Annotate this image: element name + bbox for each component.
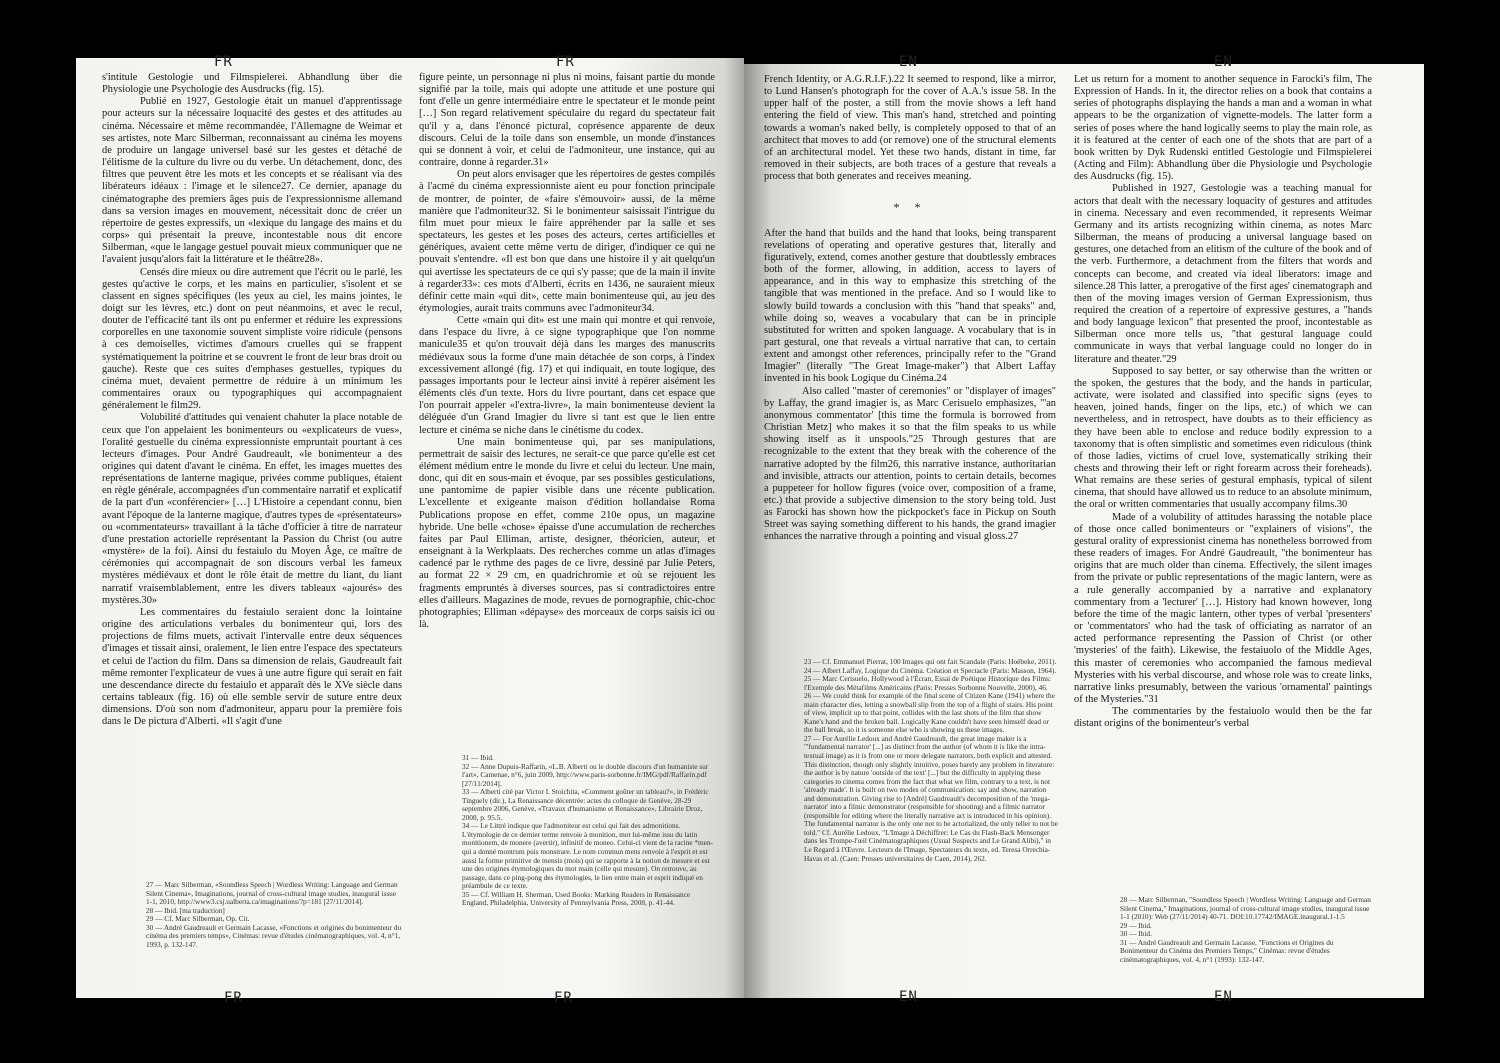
language-marker-fr: FR: [214, 54, 233, 70]
section-separator: * *: [893, 200, 927, 215]
footnote: 32 — Anne Dupuis-Raffarin, «L.B. Alberti ou le double discours d'un humaniste sur l'art», Camenae, n°6, juin 2009, http://www.paris-sorbonne.fr/IMG/pdf/Raffarin.pdf [27/11/2014].: [462, 761, 709, 788]
language-marker-en: EN: [1214, 54, 1233, 70]
language-marker-en: EN: [899, 54, 918, 70]
column-en-2: [1074, 74, 1372, 730]
paragraph: figure peinte, un personnage ni plus ni moins, faisant partie du monde signifié par la toile, mais qui adopte une attitude et une posture qui font d'elle un genre intermédiaire entre le spectateur et le monde peint […] Son regard relativement spéculaire du regard du spectateur fait qu'il y a, dans l'énoncé pictural, coprésence apparente de deux discours. Celui de la toile dans son ensemble, un monde d'instances qui se donnent à voir, et celui de l'admoniteur, une instance, qui au contraire, donne à regarder.31»: [419, 72, 715, 169]
column-fr-1: [102, 72, 402, 728]
language-marker-en: EN: [899, 989, 918, 1005]
footnotes-fr-1: [146, 881, 402, 949]
column-fr-2: [419, 72, 715, 631]
footnote: 27 — For Aurélie Ledoux and André Gaudreault, the great image maker is a "'fundamental narrator' [...] as distinct from the author (of whom it is like the intra-textual image) as it is from one or more delegate narrators, both explicit and attested. This distinction, though only slightly intuitive, poses barely any problem in literature: the author is by nature 'outside of the text' [...] but the difficulty in applying these categories to cinema comes from the fact that what we film, contrary to a text, is not 'already made'. It is built on two modes of communication: say and show, narration and demonstration. Giving rise to [André] Gaudreault's decomposition of the 'mega-narrator' into a filmic demonstrator (responsible for shooting) and a filmic narrator (responsible for editing where the literally narrative act is introduced in his opinion). The fundamental narrator is the only one not to be actorialized, the only teller to not be told." Cf. Aurélie Ledoux, "L'Image à Déchiffrer: Le Cas du Flash-Back Mensonger dans les Trompe-l'œil Cinématographiques (Usual Suspects and Le Grand Alibi)," in Le Regard à l'Œuvre. Lecteurs de l'Image, Spectateurs du texte, ed. Teresa Orrechia-Havas et al. (Caen: Presses universitaires de Caen, 2014), 262.: [804, 733, 1058, 863]
paragraph: Published in 1927, Gestologie was a teaching manual for actors that dealt with the necessary loquacity of gestures and attitudes in cinema. Necessary and even recommended, it represents Weimar Germany and its artists recognizing within cinema, as notes Marc Silberman, the means of producing a universal language based on gestures, one detached from an elitism of the culture of the book and of the verb. Furthermore, a detachment from the filters that words and concepts can become, and created via ideal liberators: image and silence.28 This latter, a prerogative of the first ages' cinematograph and then of the moving images version of German Expressionism, thus required the creation of a repertoire of expressive gestures, a "hands and body language lexicon" that presented the proof, incontestable as Silberman once more tells us, "that gestural language could communicate in ways that verbal language could no longer do in literature and theater."29: [1074, 183, 1372, 365]
right-page: [744, 54, 1424, 1005]
footnote: 31 — Ibid.: [462, 753, 494, 762]
footnote: 33 — Alberti cité par Victor I. Stoichita, «Comment goûter un tableau?», in Frédéric Tinguely (dir.), La Renaissance décentrée: actes du colloque de Genève, 28-29 septembre 2006, Genève, «Travaux d'humanisme et Renaissance», Librairie Droz, 2008, p. 95.5.: [462, 787, 709, 822]
paragraph: s'intitule Gestologie und Filmspielerei. Abhandlung über die Physiologie une Psychologie des Ausdrucks (fig. 15).: [102, 72, 402, 96]
paragraph: Also called "master of ceremonies" or "displayer of images" by Laffay, the grand imagier is, as Marc Cerisuelo emphasizes, "'an anonymous commentator' [this time the formula is borrowed from Christian Metz] who makes it so that the film speaks to us while showing itself as it unspools."25 Through gestures that are recognizable to the extent that they break with the coherence of the narrative adopted by the film26, this narrative instance, authoritarian and invisible, attracts our attention, points to certain details, becomes a puppeteer for hollow figures (voice over, composition of a frame, etc.) that provide a subjective dimension to the story being told. Just as Farocki has shown how the pickpocket's face in Pickup on South Street was saying something different to his hands, the grand imagier enhances the narrative through a pointing and visual gloss.27: [764, 385, 1056, 543]
paragraph: Supposed to say better, or say otherwise than the written or the spoken, the gestures that the body, and the hands in particular, activate, were isolated and classified into specific signs (eyes to heaven, joined hands, finger on the lips, etc.) of which we can nevertheless, and in retrospect, have doubts as to their efficiency as they have been able to enclose and reduce bodily expression to a taxonomy that is often simplistic and sometimes even ridiculous (think of those ladies, victims of cruel love, systematically striking their chests and throwing their left or right forearm across their foreheads). What remains are these series of gestural emphasis, typical of silent cinema, that should have allowed us to reduce to an absolute minimum, the oral or written commentaries that usually accompany films.30: [1074, 365, 1372, 511]
paragraph: On peut alors envisager que les répertoires de gestes compilés à l'acmé du cinéma expressionniste aient eu pour fonction principale de montrer, de pointer, de «faire s'émouvoir» aussi, de la même manière que l'admoniteur32. Si le bonimenteur saisissait l'intrigue du film muet pour mieux le faire appréhender par la salle et ses spectateurs, les gestes et les poses des acteurs, certes artificielles et génériques, avaient cette même vertu de diriger, d'indiquer ce qui ne pouvait s'entendre. «Il est bon que dans une histoire il y ait quelqu'un qui avertisse les spectateurs de ce qui s'y passe; que de la main il invite à regarder33»: ces mots d'Alberti, écrits en 1436, ne sauraient mieux définir cette main «qui dit», cette main bonimenteuse qui, au jeu des étymologies, aurait traits communs avec l'admoniteur34.: [419, 169, 715, 314]
footnotes-fr-2: [462, 754, 714, 908]
footnote: 24 — Albert Laffay, Logique du Cinéma. Création et Spectacle (Paris: Masson, 1964).: [804, 665, 1057, 675]
language-marker-fr: FR: [554, 990, 573, 1006]
left-page: [76, 54, 744, 1006]
footnote: 35 — Cf. William H. Sherman, Used Books: Marking Readers in Renaissance England, Philadelphia, University of Pennsylvania Press, 2008, p. 41-44.: [462, 889, 691, 908]
paragraph: Publié en 1927, Gestologie était un manuel d'apprentissage pour acteurs sur la nécessaire loquacité des gestes et des attitudes au cinéma. Nécessaire et même recommandée, l'Allemagne de Weimar et ses artistes, note Marc Silberman, reconnaissant au cinéma les moyens de produire un langage universel basé sur les gestes et détaché de l'élitisme de la culture du livre ou du verbe. Un détachement, donc, des filtres que peuvent être les mots et les concepts et se réalisant via des libérateurs idéaux : l'image et le silence27. Ce dernier, apanage du cinématographe des premiers âges puis de l'expressionnisme allemand dans sa version images en mouvement, nécessitait donc de créer un répertoire de gestes expressifs, un «lexique du langage des mains et du corps» qui présentait la preuve, incontestable nous dit encore Silberman, «que le langage gestuel pouvait mieux communiquer que ne l'avaient jusqu'alors fait la littérature et le théâtre28».: [102, 96, 402, 266]
footnote: 28 — Marc Silberman, "Soundless Speech | Wordless Writing: Language and German Silent Cinema," Imaginations, journal of cross-cultural image studies, inaugural issue 1-1 (2010): Web (27/11/2014) 40-71. DOI:10.17742/IMAGE.inaugural.1-1.5: [1120, 895, 1371, 922]
paragraph: Censés dire mieux ou dire autrement que l'écrit ou le parlé, les gestes qu'active le corps, et les mains en particulier, s'isolent et se classent en signes spécifiques (les yeux au ciel, les mains jointes, le doigt sur les lèvres, etc.) dont on peut néanmoins, et avec le recul, douter de l'efficacité tant ils ont pu enfermer et réduire les expressions corporelles en une taxonomie souvent simpliste voire ridicule (pensons à ces demoiselles, victimes d'amours cruelles qui se frappent systématiquement la poitrine et se couvrent le front de leur bras droit ou gauche). Reste que ces suites d'emphases gestuelles, typiques du cinéma muet, devaient permettre de réduire à un minimum les commentaires oraux ou typographiques qui accompagnaient généralement le film29.: [102, 266, 402, 412]
footnote: 29 — Ibid.: [1120, 920, 1152, 930]
footnote: 27 — Marc Silberman, «Soundless Speech | Wordless Writing: Language and German Silent Cinema», Imaginations, journal of cross-cultural image studies, inaugural issue 1-1, 2010, http://www3.csj.ualberta.ca/imaginations/?p=181 [27/11/2014].: [146, 880, 398, 907]
paragraph: Cette «main qui dit» est une main qui montre et qui renvoie, dans l'espace du livre, à ce signe typographique que l'on nomme manicule35 et qu'on trouvait déjà dans les marges des manuscrits médiévaux sous la forme d'une main détachée de son corps, à l'index excessivement allongé (fig. 17) et qui indiquait, en toute logique, des passages importants pour le lecteur ainsi invité à repérer aisément les éléments clés d'un texte. Hors du livre pourtant, dans cet espace que l'on pourrait appeler «l'extra-livre», la main bonimenteuse devient la déléguée d'un Grand Imagier du livre si tant est que le lien entre lecture et cinéma se niche dans le cinétisme du codex.: [419, 315, 715, 436]
column-en-1: [764, 74, 1056, 544]
footnote: 30 — Ibid.: [1120, 929, 1152, 939]
paragraph: Une main bonimenteuse qui, par ses manipulations, permettrait de saisir des lectures, ne serait-ce que parce qu'elle est cet élément médium entre le monde du livre et celui du lecteur. Une main, donc, qui dit en sous-main et évoque, par ses possibles gesticulations, une pantomime de papier visible dans une récente publication. L'excellente et exigeante maison d'édition hollandaise Roma Publications propose en effet, comme 210e opus, un magazine hybride. Une belle «chose» épaisse d'une accumulation de recherches faites par Paul Elliman, artiste, designer, théoricien, auteur, et enseignant à la Werkplaats. Des recherches comme un atlas d'images cadencé par le rythme des pages de ce livre, dessiné par Julie Peters, au format 22 × 29 cm, en quadrichromie et où se rejouent les fragments empruntés à diverses sources, pas si contradictoires entre elles d'ailleurs. Magazines de mode, revues de pornographie, chic-choc photographies; Elliman «dépayse» des morceaux de corps saisis ici ou là.: [419, 436, 715, 631]
footnote: 23 — Cf. Emmanuel Pierrat, 100 Images qui ont fait Scandale (Paris: Hoëbeke, 2011).: [804, 657, 1057, 666]
footnotes-en-2: [1120, 896, 1372, 964]
paragraph: French Identity, or A.G.R.I.F.).22 It seemed to respond, like a mirror, to Lund Hansen's photograph for the cover of A.A.'s issue 58. In the upper half of the poster, a still from the movie shows a left hand entering the field of view. This man's hand, stretched and pointing towards a woman's naked belly, is completely opposed to that of an architect that moves to add (or remove) one of the structural elements of an architectural model. Yet these two hands, distant in time, far removed in their subjects, are both traces of a gesture that reveals a process that both generates and receives meaning.: [764, 74, 1056, 183]
footnote: 31 — André Gaudreault and Germain Lacasse, "Fonctions et Origines du Bonimenteur du Cinéma des Premiers Temps," Cinémas: revue d'études cinématographiques, vol. 4, n°1 (1993): 132-147.: [1120, 937, 1334, 964]
paragraph: Volubilité d'attitudes qui venaient chahuter la place notable de ceux que l'on appelaient les bonimenteurs ou «explicateurs de vues», l'oralité gestuelle du cinéma expressionniste empruntait pourtant à ces lecteurs d'images. Pour André Gaudreault, «le bonimenteur a des origines qui datent d'avant le cinéma. En effet, les images muettes des représentations de lanterne magique, privées comme publiques, étaient en règle générale, accompagnées d'un commentaire narratif et explicatif de la part d'un «conférencier» […] L'Histoire a cependant connu, bien avant l'époque de la lanterne magique, d'autres types de «présentateurs» ou «commentateurs» travaillant à la tâche d'officier à titre de narrateur d'une prestation actorielle représentant la Passion du Christ (ou autre «mystère» de la foi). Ainsi du festaiulo du Moyen Âge, ce maître de cérémonies qui accompagnait de son discours verbal les fameux mystères médiévaux et dont le rôle était de mettre du liant, du liant narratif vraisemblablement, entre les divers tableaux «ajourés» des mystères.30»: [102, 412, 402, 606]
footnote: 29 — Cf. Marc Silberman, Op. Cit.: [146, 914, 250, 924]
footnote: 26 — We could think for example of the final scene of Citizen Kane (1941) where the main character dies, letting a snowball slip from the top of a flight of stairs. His point of view, implicit up to that point, collides with the last shots of the film that show Kane's hand and the broken ball. Logically Kane couldn't have seen himself dead or the ball break, so it is someone else who is showing us these images.: [804, 691, 1055, 735]
paragraph: After the hand that builds and the hand that looks, being transparent revelations of operating and operative gestures that, literally and figuratively, extend, comes another gesture that doubtlessly embraces both of the former, allowing, in addition, access to layers of appearance, and in this way to emphasize this stretching of the tangible that was mentioned in the preface. And so I would like to slowly build towards a conclusion with this "hand that speaks" and, while doing so, weaves a vocabulary that can be in principle substituted for written and spoken language. A vocabulary that is in part gestural, one that reveals a virtual narrative that can, to certain extent and amongst other references, principally refer to the "Grand Imagier" (literally "The Great Image-maker") that Albert Laffay invented in his book Logique du Cinéma.24: [764, 227, 1056, 385]
paragraph: Les commentaires du festaiulo seraient donc la lointaine origine des articulations verbales du bonimenteur qui, lors des projections de films muets, activait l'intervalle entre deux séquences d'images et tissait ainsi, oralement, le lien entre l'espace des spectateurs et celui de l'action du film. Dans sa dimension de relais, Gaudreault fait même remonter l'explicateur de vues à une autre figure qui serait en fait une descendance directe du festaiulo et apparaît dès le XVe siècle dans certains tableaux (fig. 16) où elle semble servir de suture entre deux dimensions. D'où son nom d'admoniteur, apparu pour la première fois dans le De pictura d'Alberti. «Il s'agit d'une: [102, 606, 402, 728]
footnotes-en-1: [804, 658, 1058, 863]
footnote: 25 — Marc Cerisuelo, Hollywood à l'Écran, Essai de Poétique Historique des Films: l'Exemple des Métafilms Américains (Paris: Presses Sorbonne Nouvelle, 2000), 46.: [804, 674, 1051, 692]
paragraph: Let us return for a moment to another sequence in Farocki's film, The Expression of Hands. In it, the director relies on a book that contains a series of photographs displaying the hands a man and a woman in what appears to be the organization of vignette-models. The latter form a series of poses where the hand logically seems to play the main role, as it is featured at the center of each one of the shots that are part of a book written by Dyk Rudenski entitled Gestologie und Filmspielerei (Acting and Film): Abhandlung über die Physiologie und Psychologie des Ausdrucks (fig. 15).: [1074, 74, 1372, 183]
paragraph: Made of a volubility of attitudes harassing the notable place of those once called bonimenteurs or "explainers of visions", the gestural orality of expressionist cinema has nonetheless borrowed from these readers of images. For André Gaudreault, "the bonimenteur has origins that are much older than cinema. Effectively, the silent images from the private or public representations of the magic lantern, were as a rule generally accompanied by a narrative and explanatory commentary from a 'lecturer' […]. History had known however, long before the time of the magic lantern, other types of verbal 'presenters' or 'commentators' who had the task of officiating as narrator of an acted performance representing the Passion of Christ (or other 'mysteries' of the faith). Likewise, the festaiuolo of the Middle Ages, this master of ceremonies who accompanied the famous medieval Mysteries with his verbal discourse, and whose role was to create links, narrative links presumably, between the various 'ornamental' paintings of the Mysteries."31: [1074, 511, 1372, 705]
language-marker-fr: FR: [224, 990, 243, 1006]
footnote: 28 — Ibid. [ma traduction]: [146, 905, 225, 915]
paragraph: The commentaries by the festaiuolo would then be the far distant origins of the bonimenteur's verbal: [1074, 706, 1372, 730]
footnote: 30 — André Gaudreault et Germain Lacasse, «Fonctions et origines du bonimenteur du cinéma des premiers temps», Cinémas: revue d'études cinématographiques, vol. 4, n°1, 1993, p. 132-147.: [146, 922, 402, 949]
language-marker-fr: FR: [556, 54, 575, 70]
language-marker-en: EN: [1214, 989, 1233, 1005]
footnote: 34 — Le Littré indique que l'admoniteur est celui qui fait des admonitions. L'étymologie de ce dernier terme renvoie à monition, mot lui-même issu du latin monitionem, de monere (avertir), infinitif de moneo. Celui-ci vient de la racine *men- qui a donné montrum puis monstrare. Le nom commun mens renvoie à l'esprit et est aussi la forme primitive de mensis (mois) qui se rapporte à la notion de mesure et est une des origines étymologiques du mot main (celle qui mesure). On retrouve, au passage, dans ce ping-pong des étymologies, le lien entre main et esprit indiqué en préambule de ce texte.: [462, 821, 714, 891]
